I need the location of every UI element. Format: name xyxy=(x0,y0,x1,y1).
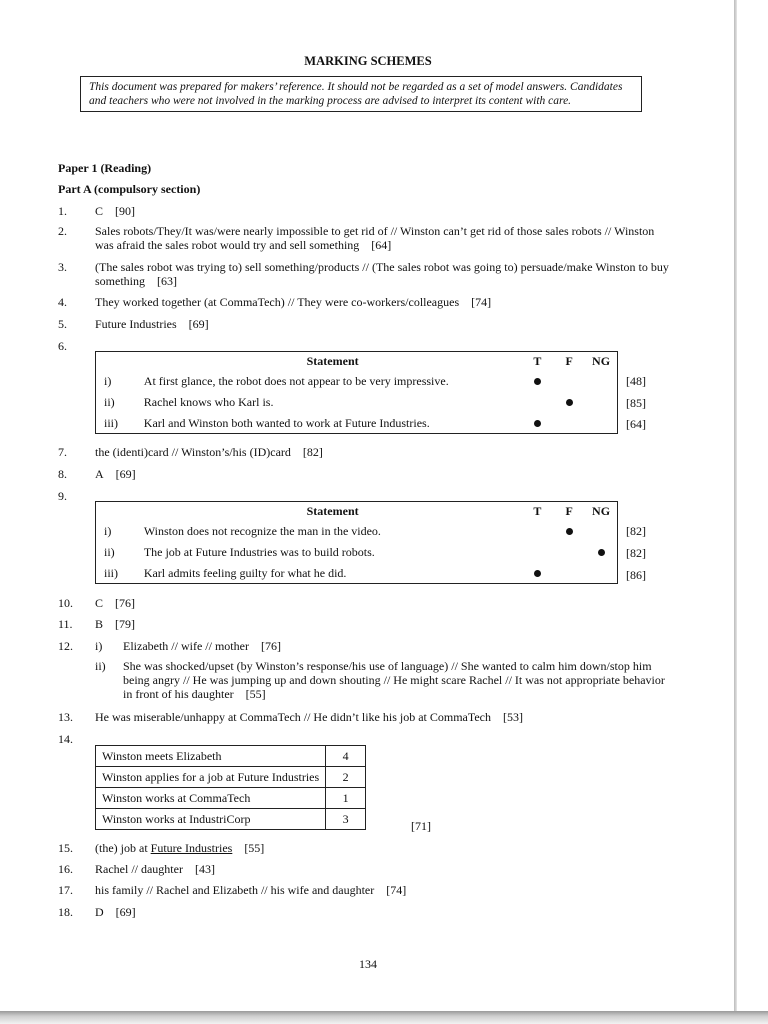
table-row xyxy=(96,562,618,584)
reference: [90] xyxy=(115,204,136,218)
table-row xyxy=(96,788,366,809)
page-number: 134 xyxy=(359,957,377,971)
answer-text: the (identi)card // Winston’s/his (ID)card xyxy=(95,445,291,459)
reference: [64] xyxy=(626,417,646,431)
answer-text: Sales robots/They/It was/were nearly impossible to get rid of // Winston can’t get rid of those sales robots // Winston was afraid the sales robot would try and sell something xyxy=(95,224,655,252)
reference: [63] xyxy=(157,274,177,288)
header-not-given: NG xyxy=(592,504,611,518)
order-cell: 4 xyxy=(326,746,366,767)
sub-label: i) xyxy=(95,639,103,653)
answer-underlined-text: Future Industries xyxy=(150,841,233,855)
header-statement: Statement xyxy=(306,354,359,368)
table-row xyxy=(96,541,618,562)
row-label: i) xyxy=(104,373,112,388)
row-statement: Winston does not recognize the man in the video. xyxy=(143,523,381,538)
row-label: i) xyxy=(104,523,112,538)
header-false: F xyxy=(565,354,573,368)
question-number: 12. xyxy=(58,639,73,653)
row-statement: At first glance, the robot does not appear to be very impressive. xyxy=(143,373,449,388)
order-cell: 3 xyxy=(326,809,366,830)
answer-text: Future Industries xyxy=(95,317,177,331)
reference: [76] xyxy=(260,639,281,653)
reference: [43] xyxy=(194,862,215,876)
answer-text: A xyxy=(95,467,104,481)
answer-dot-icon xyxy=(534,420,541,427)
sub-label: ii) xyxy=(95,659,106,673)
reference: [79] xyxy=(115,617,136,631)
reference: [55] xyxy=(245,687,266,701)
statement-table-6 xyxy=(95,351,618,434)
question-number: 2. xyxy=(58,224,67,238)
page-edge-right xyxy=(734,0,737,1024)
order-cell: 2 xyxy=(326,767,366,788)
row-statement: The job at Future Industries was to build robots. xyxy=(143,544,375,559)
answer-dot-icon xyxy=(566,528,573,535)
reference: [82] xyxy=(626,546,646,560)
question-number: 18. xyxy=(58,905,73,919)
question-number: 10. xyxy=(58,596,73,610)
row-statement: Karl admits feeling guilty for what he did. xyxy=(143,565,347,580)
table-row xyxy=(96,767,366,788)
reference: [55] xyxy=(244,841,265,855)
answer-text: They worked together (at CommaTech) // They were co-workers/colleagues xyxy=(95,295,460,309)
reference: [82] xyxy=(626,524,646,538)
statement-table-9 xyxy=(95,501,618,584)
header-statement: Statement xyxy=(306,504,359,518)
event-cell: Winston works at IndustriCorp xyxy=(96,809,326,830)
answer-text: Rachel // daughter xyxy=(95,862,183,876)
answer-text: B xyxy=(95,617,104,631)
row-label: iii) xyxy=(104,415,118,430)
event-cell: Winston works at CommaTech xyxy=(96,788,326,809)
answer-dot-icon xyxy=(534,378,541,385)
question-number: 9. xyxy=(58,489,67,503)
row-label: ii) xyxy=(104,394,115,409)
header-true: T xyxy=(533,504,542,518)
header-false: F xyxy=(565,504,573,518)
table-row xyxy=(96,809,366,830)
reference: [74] xyxy=(471,295,492,309)
reference: [69] xyxy=(115,905,136,919)
table-row xyxy=(96,520,618,541)
answer-text: He was miserable/unhappy at CommaTech // He didn’t like his job at CommaTech xyxy=(95,710,492,724)
question-number: 17. xyxy=(58,883,73,897)
answer-text: C xyxy=(95,596,104,610)
question-number: 1. xyxy=(58,204,67,218)
row-label: iii) xyxy=(104,565,118,580)
answer-dot-icon xyxy=(598,549,605,556)
answer-text: (The sales robot was trying to) sell something/products // (The sales robot was going to) persuade/make Winston to buy something xyxy=(95,260,669,288)
header-not-given: NG xyxy=(592,354,611,368)
header-true: T xyxy=(533,354,542,368)
reference: [85] xyxy=(626,396,646,410)
answer-text: C xyxy=(95,204,104,218)
event-cell: Winston meets Elizabeth xyxy=(96,746,326,767)
question-number: 4. xyxy=(58,295,67,309)
reference: [76] xyxy=(115,596,136,610)
question-number: 11. xyxy=(58,617,73,631)
page-edge-bottom xyxy=(0,1011,768,1024)
order-cell: 1 xyxy=(326,788,366,809)
reference: [71] xyxy=(411,819,431,833)
question-number: 13. xyxy=(58,710,73,724)
question-number: 5. xyxy=(58,317,67,331)
table-row xyxy=(96,370,618,391)
question-number: 8. xyxy=(58,467,67,481)
order-table xyxy=(95,745,366,830)
notice-box: This document was prepared for makers’ reference. It should not be regarded as a set of model answers. Candidates and teachers who were not involved in the marking process are advised to interpret its content with care. xyxy=(80,76,642,112)
question-number: 6. xyxy=(58,339,67,353)
reference: [86] xyxy=(626,568,646,582)
row-statement: Rachel knows who Karl is. xyxy=(143,394,274,409)
table-row xyxy=(96,391,618,412)
question-number: 16. xyxy=(58,862,73,876)
answer-text: She was shocked/upset (by Winston’s response/his use of language) // She wanted to calm him down/stop him being angry // He was jumping up and down shouting // He might scare Rachel // It was not appropriate behavior in front of his daughter xyxy=(123,659,665,701)
reference: [64] xyxy=(371,238,392,252)
reference: [53] xyxy=(503,710,524,724)
reference: [69] xyxy=(115,467,136,481)
answer-text: D xyxy=(95,905,104,919)
answer-text: Elizabeth // wife // mother xyxy=(123,639,249,653)
answer-text: (the) job at xyxy=(95,841,151,855)
table-row xyxy=(96,412,618,434)
question-number: 7. xyxy=(58,445,67,459)
question-number: 15. xyxy=(58,841,73,855)
paper-heading: Paper 1 (Reading) xyxy=(58,161,152,175)
answer-dot-icon xyxy=(566,399,573,406)
part-heading: Part A (compulsory section) xyxy=(58,182,201,196)
reference: [74] xyxy=(386,883,407,897)
reference: [69] xyxy=(188,317,209,331)
answer-dot-icon xyxy=(534,570,541,577)
page-title: MARKING SCHEMES xyxy=(304,54,432,68)
reference: [82] xyxy=(302,445,323,459)
table-row xyxy=(96,746,366,767)
row-label: ii) xyxy=(104,544,115,559)
answer-text: his family // Rachel and Elizabeth // his wife and daughter xyxy=(95,883,375,897)
row-statement: Karl and Winston both wanted to work at Future Industries. xyxy=(143,415,430,430)
event-cell: Winston applies for a job at Future Industries xyxy=(96,767,326,788)
question-number: 3. xyxy=(58,260,67,274)
question-number: 14. xyxy=(58,732,73,746)
reference: [48] xyxy=(626,374,646,388)
